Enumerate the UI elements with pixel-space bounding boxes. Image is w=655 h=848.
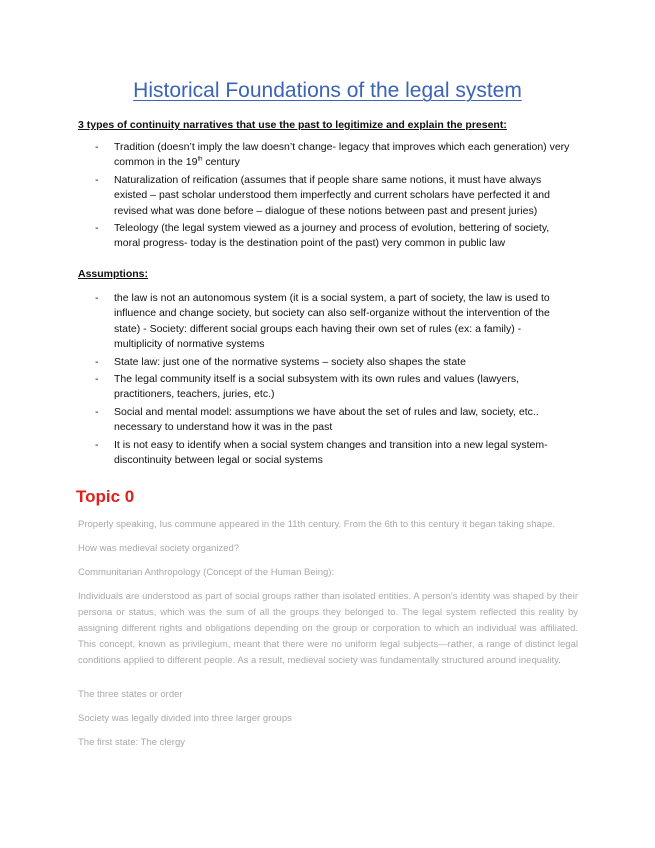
page-title: Historical Foundations of the legal system (133, 79, 522, 102)
bullet-dash: - (95, 438, 99, 451)
topic-paragraph: Individuals are understood as part of social groups rather than isolated entities. A person's identity was shaped by their persona or status, which was the sum of all the groups they belonged to. The legal system reflected this reality by assigning different rights and obligations depending on the group or corporation to which an individual was affiliated. This concept, known as privilegium, meant that there were no uniform legal subjects—rather, a range of distinct legal conditions applied to different people. As a result, medieval society was fundamentally structured around inequality. (78, 591, 578, 666)
topic-subheading: The first state: The clergy (78, 737, 186, 748)
bullet-dash: - (95, 355, 99, 368)
bullet-dash: - (95, 222, 99, 235)
topic-heading: Topic 0 (76, 487, 135, 506)
bullet-dash: - (95, 173, 99, 186)
bullet-dash: - (95, 373, 99, 386)
topic-paragraph: Properly speaking, Ius commune appeared in the 11th century. From the 6th to this century it began taking shape. (78, 519, 556, 530)
topic-subheading: The three states or order (78, 689, 183, 700)
list-item: - the law is not an autonomous system (it is a social system, a part of society, the law is used to influence and change society, but society can also self-organize without the intervention of the state) - Society: different social groups each having their own set of rules (ex: a family) - multiplicity of normative systems (95, 292, 550, 351)
list-item: - Naturalization of reification (assumes that if people share same notions, it must have always existed – past scholar understood them imperfectly and current scholars have perfected it and revised what was done before – dialogue of these notions between past and present juries) (95, 173, 550, 217)
list-item: - Teleology (the legal system viewed as a journey and process of evolution, bettering of society, moral progress- today is the destination point of the past) very common in public law (95, 222, 550, 250)
list-item: - Social and mental model: assumptions we have about the set of rules and law, society, etc.. necessary to understand how it was in the past (95, 405, 539, 434)
continuity-list (78, 140, 572, 254)
topic-paragraph: Society was legally divided into three larger groups (78, 713, 292, 724)
list-item: - It is not easy to identify when a social system changes and transition into a new legal system- discontinuity between legal or social systems (95, 438, 548, 467)
topic-subheading: Communitarian Anthropology (Concept of the Human Being): (78, 567, 335, 578)
list-item: - State law: just one of the normative systems – society also shapes the state (78, 355, 572, 370)
assumptions-list (78, 291, 572, 470)
topic-question: How was medieval society organized? (78, 543, 240, 554)
bullet-dash: - (95, 292, 99, 304)
assumptions-heading: Assumptions: (78, 268, 149, 280)
continuity-heading: 3 types of continuity narratives that use the past to legitimize and explain the present: (78, 119, 507, 131)
list-item: - Tradition (doesn’t imply the law doesn’t change- legacy that improves which each generation) very common in the 19th century (95, 141, 570, 169)
bullet-dash: - (95, 141, 99, 153)
bullet-dash: - (95, 405, 99, 418)
list-item: - The legal community itself is a social subsystem with its own rules and values (lawyers, practitioners, teachers, juries, etc.) (95, 373, 519, 401)
